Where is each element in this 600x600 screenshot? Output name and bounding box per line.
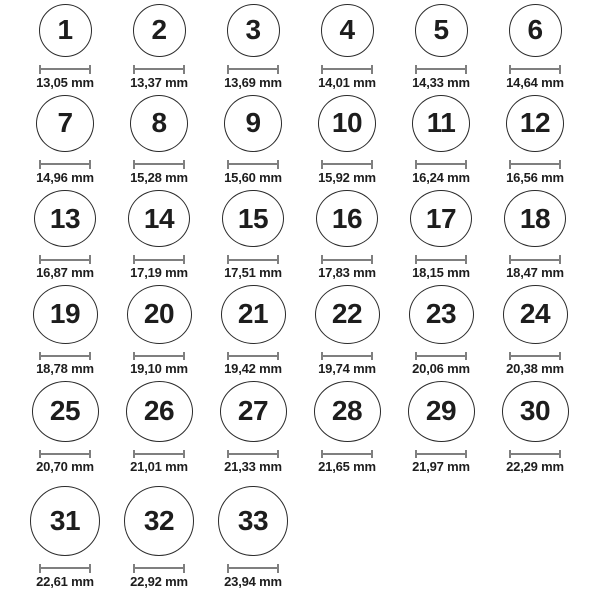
ring-size-cell xyxy=(206,190,300,285)
ring-size-cell xyxy=(18,479,112,594)
ring-size-number: 11 xyxy=(426,107,456,139)
diameter-label: 21,65 mm xyxy=(318,458,376,474)
ring-size-number: 15 xyxy=(237,202,269,234)
diameter-measure-line xyxy=(39,450,91,458)
ring-circle xyxy=(415,4,468,57)
diameter-label: 13,37 mm xyxy=(130,74,188,90)
diameter-measure-line xyxy=(227,65,279,74)
diameter-measure-line xyxy=(321,65,373,74)
ring-circle xyxy=(318,95,376,152)
diameter-measure-line xyxy=(509,65,561,74)
ring-size-cell xyxy=(394,381,488,479)
diameter-measure-line xyxy=(133,255,185,263)
ring-size-number: 23 xyxy=(425,298,457,330)
ring-size-number: 6 xyxy=(527,14,543,46)
ring-size-number: 28 xyxy=(331,395,363,427)
ring-size-cell xyxy=(394,0,488,95)
ring-size-number: 14 xyxy=(143,202,175,234)
ring-circle xyxy=(34,190,96,247)
ring-size-number: 32 xyxy=(143,504,175,536)
diameter-label: 19,74 mm xyxy=(318,360,376,376)
diameter-label: 13,05 mm xyxy=(36,74,94,90)
diameter-label: 17,51 mm xyxy=(224,264,282,280)
diameter-measure-line xyxy=(227,160,279,169)
diameter-measure-line xyxy=(321,450,373,458)
ring-size-number: 7 xyxy=(57,107,73,139)
diameter-label: 17,83 mm xyxy=(318,264,376,280)
ring-size-cell xyxy=(488,190,582,285)
diameter-label: 21,33 mm xyxy=(224,458,282,474)
ring-circle xyxy=(227,4,280,57)
ring-circle xyxy=(32,381,99,442)
diameter-measure-line xyxy=(321,160,373,169)
diameter-label: 22,92 mm xyxy=(130,573,188,589)
ring-size-number: 12 xyxy=(519,107,551,139)
ring-size-cell xyxy=(394,190,488,285)
ring-size-cell xyxy=(206,95,300,190)
diameter-label: 20,70 mm xyxy=(36,458,94,474)
ring-size-cell xyxy=(18,285,112,381)
diameter-label: 19,10 mm xyxy=(130,360,188,376)
ring-size-number: 22 xyxy=(331,298,363,330)
diameter-label: 15,28 mm xyxy=(130,169,188,185)
ring-size-cell xyxy=(112,190,206,285)
diameter-measure-line xyxy=(39,564,91,573)
ring-circle xyxy=(221,285,286,344)
ring-size-number: 13 xyxy=(49,202,81,234)
ring-size-cell xyxy=(112,381,206,479)
diameter-measure-line xyxy=(39,160,91,169)
ring-size-number: 10 xyxy=(331,107,363,139)
diameter-measure-line xyxy=(133,352,185,360)
ring-size-cell xyxy=(206,0,300,95)
diameter-measure-line xyxy=(509,255,561,263)
ring-size-cell xyxy=(488,0,582,95)
diameter-measure-line xyxy=(415,450,467,458)
ring-circle xyxy=(412,95,470,152)
diameter-label: 19,42 mm xyxy=(224,360,282,376)
diameter-measure-line xyxy=(39,352,91,360)
ring-size-number: 4 xyxy=(339,14,355,46)
diameter-label: 14,64 mm xyxy=(506,74,564,90)
ring-size-number: 21 xyxy=(237,298,269,330)
ring-circle xyxy=(314,381,381,442)
ring-size-cell xyxy=(300,190,394,285)
diameter-label: 15,60 mm xyxy=(224,169,282,185)
ring-size-cell xyxy=(300,0,394,95)
ring-size-number: 20 xyxy=(143,298,175,330)
ring-size-number: 27 xyxy=(237,395,269,427)
diameter-label: 17,19 mm xyxy=(130,264,188,280)
ring-size-cell xyxy=(112,95,206,190)
ring-circle xyxy=(408,381,475,442)
ring-circle xyxy=(222,190,284,247)
ring-size-cell xyxy=(394,285,488,381)
ring-circle xyxy=(218,486,288,556)
ring-size-number: 31 xyxy=(49,504,81,536)
ring-size-cell xyxy=(488,95,582,190)
ring-circle xyxy=(504,190,566,247)
diameter-label: 23,94 mm xyxy=(224,573,282,589)
diameter-measure-line xyxy=(509,352,561,360)
ring-size-cell xyxy=(206,285,300,381)
diameter-label: 22,61 mm xyxy=(36,573,94,589)
ring-size-cell xyxy=(18,95,112,190)
ring-size-cell xyxy=(18,381,112,479)
ring-size-number: 29 xyxy=(425,395,457,427)
ring-circle xyxy=(126,381,193,442)
ring-circle xyxy=(502,381,569,442)
diameter-measure-line xyxy=(39,255,91,263)
diameter-measure-line xyxy=(321,352,373,360)
ring-size-number: 1 xyxy=(57,14,73,46)
ring-size-number: 24 xyxy=(519,298,551,330)
ring-circle xyxy=(33,285,98,344)
ring-circle xyxy=(316,190,378,247)
ring-size-number: 5 xyxy=(433,14,449,46)
diameter-label: 20,38 mm xyxy=(506,360,564,376)
diameter-label: 13,69 mm xyxy=(224,74,282,90)
ring-circle xyxy=(30,486,100,556)
ring-size-cell xyxy=(18,0,112,95)
ring-circle xyxy=(315,285,380,344)
ring-size-number: 25 xyxy=(49,395,81,427)
ring-size-cell xyxy=(488,285,582,381)
ring-size-cell xyxy=(112,0,206,95)
ring-size-cell xyxy=(300,95,394,190)
ring-size-number: 17 xyxy=(425,202,457,234)
diameter-measure-line xyxy=(227,352,279,360)
diameter-measure-line xyxy=(227,564,279,573)
ring-size-number: 33 xyxy=(237,504,269,536)
ring-size-cell xyxy=(112,479,206,594)
diameter-label: 20,06 mm xyxy=(412,360,470,376)
ring-size-cell xyxy=(488,381,582,479)
ring-size-cell xyxy=(18,190,112,285)
diameter-measure-line xyxy=(509,160,561,169)
diameter-measure-line xyxy=(133,65,185,74)
ring-size-cell xyxy=(206,479,300,594)
diameter-measure-line xyxy=(227,450,279,458)
ring-circle xyxy=(128,190,190,247)
diameter-label: 18,15 mm xyxy=(412,264,470,280)
diameter-measure-line xyxy=(415,65,467,74)
diameter-measure-line xyxy=(39,65,91,74)
ring-size-cell xyxy=(206,381,300,479)
diameter-label: 14,01 mm xyxy=(318,74,376,90)
ring-circle xyxy=(503,285,568,344)
ring-circle xyxy=(220,381,287,442)
ring-circle xyxy=(36,95,94,152)
diameter-measure-line xyxy=(133,450,185,458)
ring-size-number: 2 xyxy=(151,14,167,46)
diameter-label: 16,24 mm xyxy=(412,169,470,185)
ring-size-number: 26 xyxy=(143,395,175,427)
diameter-measure-line xyxy=(133,564,185,573)
ring-circle xyxy=(409,285,474,344)
ring-size-number: 16 xyxy=(331,202,363,234)
ring-size-cell xyxy=(112,285,206,381)
diameter-label: 14,96 mm xyxy=(36,169,94,185)
diameter-label: 21,01 mm xyxy=(130,458,188,474)
diameter-label: 18,78 mm xyxy=(36,360,94,376)
diameter-label: 15,92 mm xyxy=(318,169,376,185)
ring-circle xyxy=(133,4,186,57)
diameter-label: 21,97 mm xyxy=(412,458,470,474)
ring-circle xyxy=(127,285,192,344)
diameter-measure-line xyxy=(415,255,467,263)
diameter-measure-line xyxy=(321,255,373,263)
ring-size-cell xyxy=(300,381,394,479)
ring-circle xyxy=(506,95,564,152)
ring-circle xyxy=(509,4,562,57)
diameter-measure-line xyxy=(509,450,561,458)
ring-circle xyxy=(410,190,472,247)
diameter-measure-line xyxy=(227,255,279,263)
diameter-measure-line xyxy=(133,160,185,169)
ring-circle xyxy=(321,4,374,57)
ring-circle xyxy=(39,4,92,57)
diameter-label: 14,33 mm xyxy=(412,74,470,90)
diameter-label: 16,56 mm xyxy=(506,169,564,185)
diameter-measure-line xyxy=(415,352,467,360)
ring-size-cell xyxy=(300,285,394,381)
diameter-measure-line xyxy=(415,160,467,169)
ring-size-number: 19 xyxy=(49,298,81,330)
ring-size-cell xyxy=(394,95,488,190)
ring-size-number: 9 xyxy=(245,107,261,139)
diameter-label: 16,87 mm xyxy=(36,264,94,280)
ring-size-number: 3 xyxy=(245,14,261,46)
ring-size-number: 18 xyxy=(519,202,551,234)
ring-circle xyxy=(124,486,194,556)
ring-size-number: 8 xyxy=(151,107,167,139)
ring-circle xyxy=(224,95,282,152)
diameter-label: 18,47 mm xyxy=(506,264,564,280)
ring-size-number: 30 xyxy=(519,395,551,427)
diameter-label: 22,29 mm xyxy=(506,458,564,474)
ring-circle xyxy=(130,95,188,152)
